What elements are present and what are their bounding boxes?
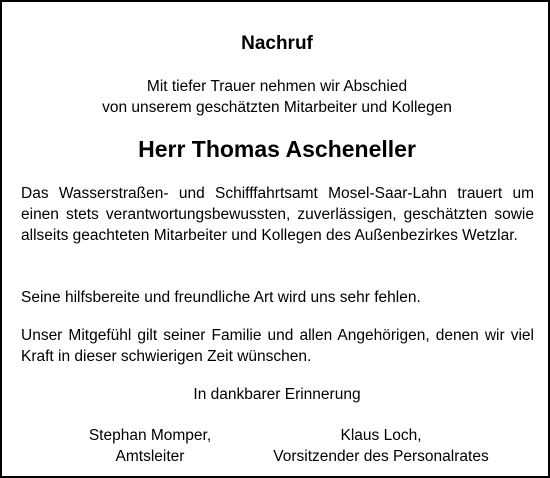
intro-text [2, 76, 550, 118]
intro-line-1: Mit tiefer Trauer nehmen wir Abschied [146, 78, 408, 95]
deceased-name: Herr Thomas Ascheneller [138, 136, 416, 162]
paragraph-condolence: Unser Mitgefühl gilt seiner Familie und allen Angehörigen, denen wir viel Kraft in dieser schwierigen Zeit wünschen. [21, 327, 534, 365]
paragraph-tribute: Das Wasserstraßen- und Schifffahrtsamt Mosel-Saar-Lahn trauert um einen stets verantwortungsbewussten, zuverlässigen, geschätzten sowie allseits geachteten Mitarbeiter und Kollegen des Außenbezirkes Wetzlar. [21, 185, 534, 244]
signatory-right [248, 425, 514, 467]
paragraph-character: Seine hilfsbereite und freundliche Art wird uns sehr fehlen. [21, 289, 421, 306]
signatory-left [50, 425, 250, 467]
closing-line: In dankbarer Erinnerung [193, 386, 361, 403]
signatory-role: Vorsitzender des Personalrates [273, 448, 489, 465]
intro-line-2: von unserem geschätzten Mitarbeiter und Kollegen [102, 99, 452, 116]
signatory-name: Klaus Loch, [340, 427, 422, 444]
signatory-role: Amtsleiter [115, 448, 185, 465]
signatory-name: Stephan Momper, [88, 427, 212, 444]
notice-heading: Nachruf [241, 33, 313, 54]
